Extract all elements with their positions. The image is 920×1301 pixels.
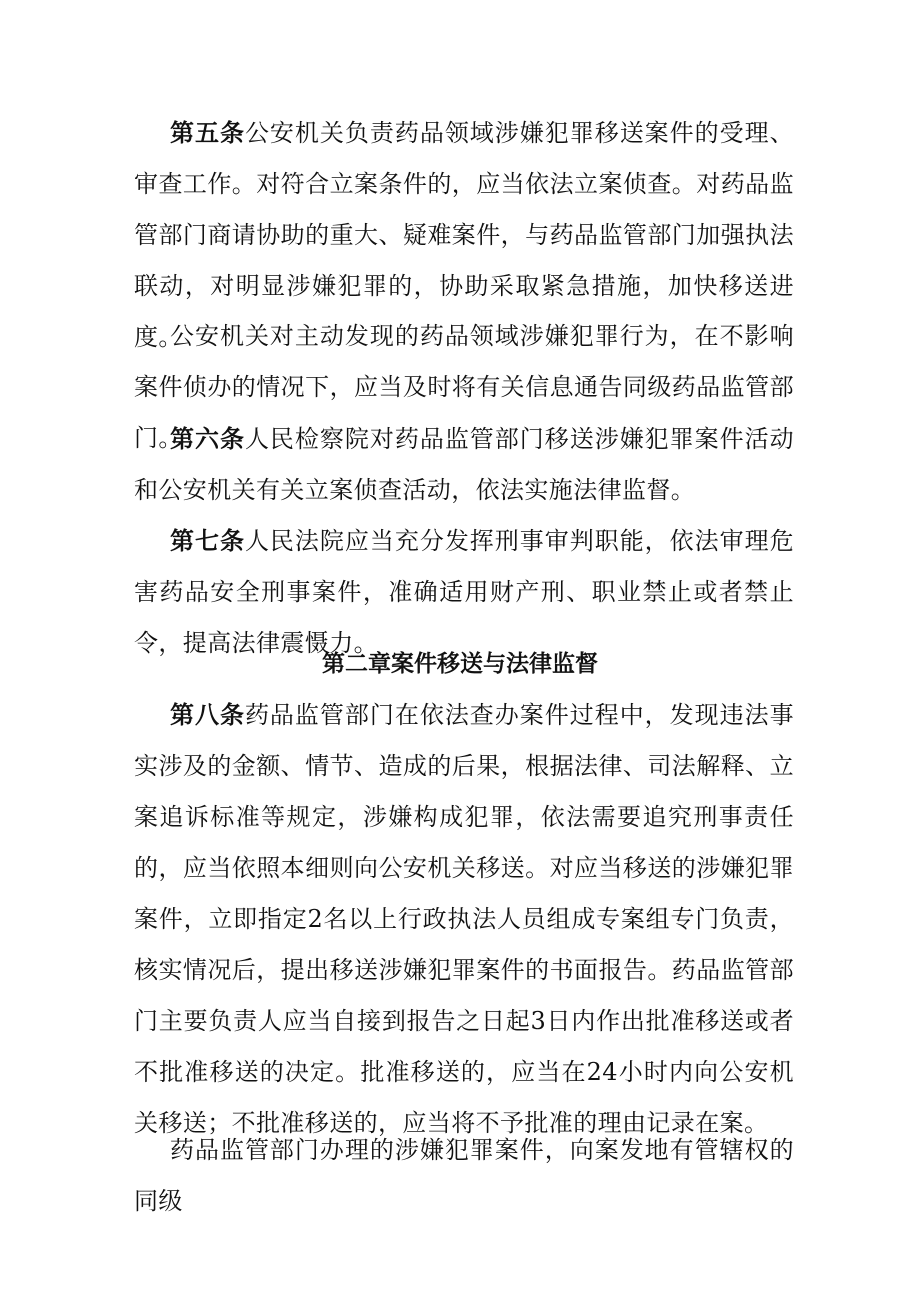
article-label: 第七条 — [170, 526, 245, 555]
article-text: 公安机关负责药品领域涉嫌犯罪移送案件的受理、审查工作。对符合立案条件的，应当依法立案侦查。对药品监管部门商请协助的重大、疑难案件，与药品监管部门加强执法联动，对明显涉嫌犯罪的，协助采取紧急措施，加快移送进度。 — [134, 119, 794, 351]
article-label: 第六条 — [170, 424, 245, 453]
article-text: 人民法院应当充分发挥刑事审判职能，依法审理危害药品安全刑事案件，准确适用财产刑、职业禁止或者禁止令，提高法律震慑力。 — [134, 527, 794, 657]
article-8-continuation-paragraph — [134, 1125, 794, 1227]
chapter-heading: 第二章案件移送与法律监督 — [322, 650, 598, 677]
article-text: 人民检察院对药品监管部门移送涉嫌犯罪案件活动和公安机关有关立案侦查活动，依法实施法律监督。 — [134, 425, 794, 504]
article-text: 药品监管部门在依法查办案件过程中，发现违法事实涉及的金额、情节、造成的后果，根据法律、司法解释、立案追诉标准等规定，涉嫌构成犯罪，依法需要追究刑事责任的，应当依照本细则向公安机关移送。对应当移送的涉嫌犯罪案件，立即指定2名以上行政执法人员组成专案组专门负责，核实情况后，提出移送涉嫌犯罪案件的书面报告。药品监管部门主要负责人应当自接到报告之日起3日内作出批准移送或者不批准移送的决定。批准移送的，应当在24小时内向公安机关移送；不批准移送的，应当将不予批准的理由记录在案。 — [134, 701, 794, 1137]
paragraph-text: 公安机关对主动发现的药品领域涉嫌犯罪行为，在不影响案件侦办的情况下，应当及时将有关信息通告同级药品监管部门。 — [134, 322, 794, 452]
paragraph-text: 药品监管部门办理的涉嫌犯罪案件，向案发地有管辖权的同级 — [134, 1136, 794, 1215]
article-6-paragraph — [134, 413, 794, 516]
article-label: 第五条 — [170, 118, 245, 147]
article-label: 第八条 — [170, 700, 245, 729]
article-8-paragraph — [134, 689, 794, 1149]
